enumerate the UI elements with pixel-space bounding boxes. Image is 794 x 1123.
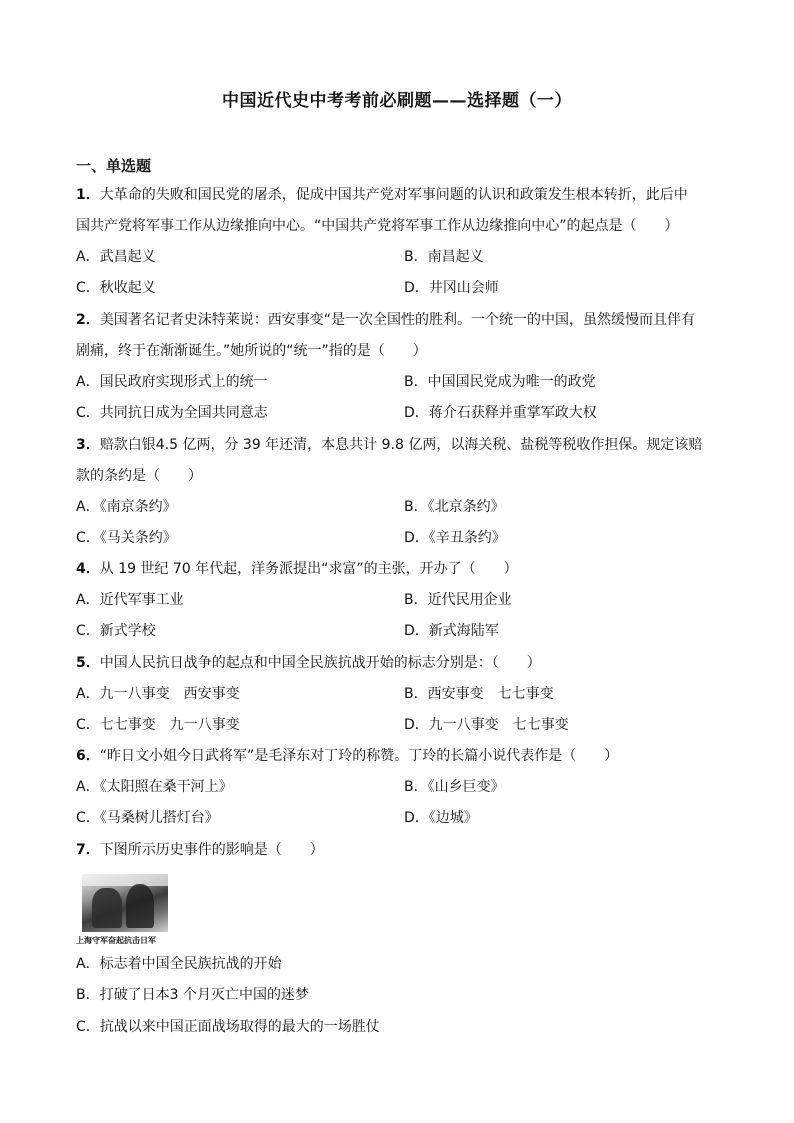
question-text: “昨日文小姐今日武将军”是毛泽东对丁玲的称赞。丁玲的长篇小说代表作是（ ） [99,748,619,764]
question-5-option-a[interactable]: A．九一八事变 西安事变 [76,686,240,702]
question-1-option-d[interactable]: D．井冈山会师 [404,280,499,296]
question-number: 4． [76,561,100,577]
question-4-option-a[interactable]: A．近代军事工业 [76,592,184,608]
question-4-option-b[interactable]: B．近代民用企业 [404,592,512,608]
question-3-line-2: 款的条约是（ ） [76,468,202,484]
question-2-line-2: 剧痛，终于在渐渐诞生。”她所说的“统一”指的是（ ） [76,343,427,359]
photo-caption: 上海守军奋起抗击日军 [76,936,156,945]
question-1-option-a[interactable]: A．武昌起义 [76,249,156,265]
question-4-option-d[interactable]: D．新式海陆军 [404,623,499,639]
question-7-option-a[interactable]: A．标志着中国全民族抗战的开始 [76,956,282,972]
question-text: 从 19 世纪 70 年代起，洋务派提出“求富”的主张，开办了（ ） [99,561,518,577]
question-3-option-c[interactable]: C．《马关条约》 [76,530,177,546]
question-text: 中国人民抗日战争的起点和中国全民族抗战开始的标志分别是：（ ） [99,655,541,671]
question-5-option-b[interactable]: B．西安事变 七七事变 [404,686,554,702]
question-6-option-d[interactable]: D．《边城》 [404,810,478,826]
section-heading: 一、单选题 [76,157,152,175]
question-number: 7． [76,842,100,858]
question-3-option-b[interactable]: B．《北京条约》 [404,499,505,515]
question-5-option-c[interactable]: C．七七事变 九一八事变 [76,717,240,733]
historical-photo [82,874,168,932]
question-1-line-2: 国共产党将军事工作从边缘推向中心。“中国共产党将军事工作从边缘推向中心”的起点是（ ） [76,218,679,234]
question-number: 6． [76,748,100,764]
question-6-line-1 [76,747,618,765]
question-6-option-b[interactable]: B．《山乡巨变》 [404,779,505,795]
question-text: 赔款白银4.5 亿两，分 39 年还清，本息共计 9.8 亿两，以海关税、盐税等税收作担保。规定该赔 [99,437,703,453]
question-4-option-c[interactable]: C．新式学校 [76,623,156,639]
question-6-option-a[interactable]: A．《太阳照在桑干河上》 [76,779,233,795]
question-4-line-1 [76,560,518,578]
question-number: 3． [76,437,100,453]
question-1-line-1 [76,186,688,204]
question-3-option-d[interactable]: D．《辛丑条约》 [404,530,506,546]
question-2-option-a[interactable]: A．国民政府实现形式上的统一 [76,374,268,390]
question-2-option-c[interactable]: C．共同抗日成为全国共同意志 [76,405,268,421]
question-7-option-c[interactable]: C．抗战以来中国正面战场取得的最大的一场胜仗 [76,1019,380,1035]
question-1-option-c[interactable]: C．秋收起义 [76,280,156,296]
question-2-option-b[interactable]: B．中国国民党成为唯一的政党 [404,374,596,390]
question-2-option-d[interactable]: D．蒋介石获释并重掌军政大权 [404,405,597,421]
question-2-line-1 [76,311,695,329]
question-5-line-1 [76,654,541,672]
question-3-option-a[interactable]: A．《南京条约》 [76,499,177,515]
question-6-option-c[interactable]: C．《马桑树儿搭灯台》 [76,810,219,826]
question-number: 1． [76,187,100,203]
question-3-line-1 [76,436,702,454]
question-7-line-1 [76,841,324,859]
question-1-option-b[interactable]: B．南昌起义 [404,249,484,265]
question-7-option-b[interactable]: B．打破了日本3 个月灭亡中国的迷梦 [76,987,309,1003]
question-text: 大革命的失败和国民党的屠杀，促成中国共产党对军事问题的认识和政策发生根本转折，此后中 [99,187,688,203]
historical-photo-figure [76,874,176,946]
question-5-option-d[interactable]: D．九一八事变 七七事变 [404,717,569,733]
question-number: 5． [76,655,100,671]
question-text: 美国著名记者史沫特莱说：西安事变“是一次全国性的胜利。一个统一的中国，虽然缓慢而且伴有 [99,312,696,328]
page-title: 中国近代史中考考前必刷题——选择题（一） [222,91,572,111]
question-number: 2． [76,312,100,328]
question-text: 下图所示历史事件的影响是（ ） [99,842,324,858]
